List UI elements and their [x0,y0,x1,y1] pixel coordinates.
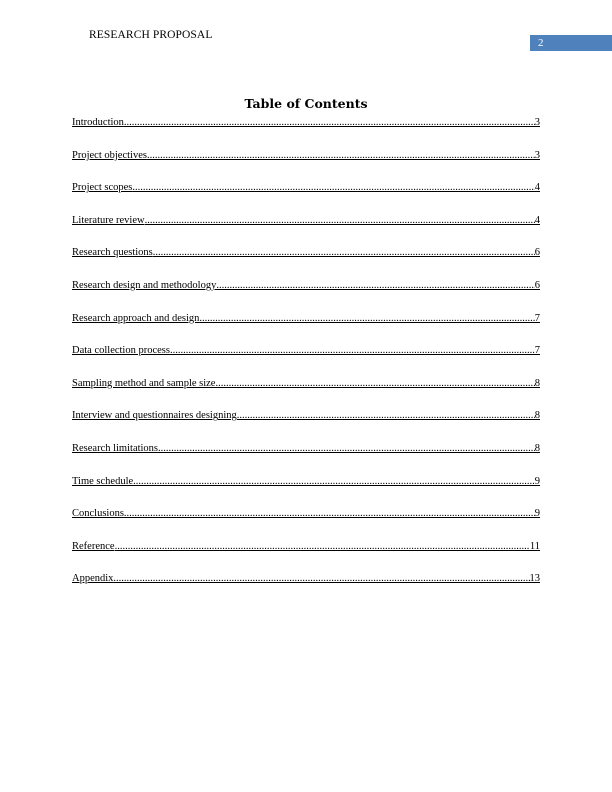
toc-entry-page-number[interactable]: 8 [534,442,540,454]
toc-dot-leader [115,540,530,554]
toc-entry-label[interactable]: Appendix [72,573,114,585]
toc-entry-label[interactable]: Time schedule [72,475,134,487]
toc-entry[interactable] [72,344,540,377]
toc-dot-leader [132,181,534,195]
toc-entry[interactable] [72,540,540,573]
toc-entry-page-number[interactable]: 4 [534,214,540,226]
toc-entry-page-number[interactable]: 8 [534,377,540,389]
page-number-badge: 2 [530,35,612,51]
toc-entry[interactable] [72,116,540,149]
toc-entry-label[interactable]: Data collection process [72,345,170,357]
toc-entry-page-number[interactable]: 7 [534,312,540,324]
toc-entry-label[interactable]: Reference [72,540,115,552]
toc-dot-leader [147,149,535,163]
toc-entry-page-number[interactable]: 8 [534,410,540,422]
toc-entry[interactable] [72,377,540,410]
toc-entry-label[interactable]: Research design and methodology [72,279,217,291]
toc-entry[interactable] [72,312,540,345]
toc-entry[interactable] [72,149,540,182]
toc-entry[interactable] [72,409,540,442]
toc-dot-leader [215,377,534,391]
toc-entry[interactable] [72,181,540,214]
toc-entry-label[interactable]: Interview and questionnaires designing [72,410,237,422]
toc-entry-label[interactable]: Introduction [72,117,124,128]
toc-dot-leader [237,409,535,423]
toc-entry-label[interactable]: Research questions [72,247,153,259]
toc-dot-leader [216,279,534,293]
toc-entry-label[interactable]: Project objectives [72,149,147,161]
toc-dot-leader [145,214,535,228]
toc-entry-label[interactable]: Sampling method and sample size [72,377,216,389]
toc-entry-label[interactable]: Project scopes [72,182,133,194]
toc-dot-leader [199,312,534,326]
toc-entry-page-number[interactable]: 9 [534,508,540,520]
toc-entry-page-number[interactable]: 13 [529,573,540,585]
toc-entry[interactable] [72,442,540,475]
toc-entry[interactable] [72,214,540,247]
toc-entry-page-number[interactable]: 9 [534,475,540,487]
toc-entry-page-number[interactable]: 3 [534,149,540,161]
toc-dot-leader [153,246,535,260]
toc-entry[interactable] [72,475,540,508]
toc-entry-page-number[interactable]: 6 [534,279,540,291]
toc-dot-leader [158,442,535,456]
toc-entry-label[interactable]: Literature review [72,214,145,226]
toc-entry-label[interactable]: Conclusions [72,508,124,520]
toc-dot-leader [170,344,535,358]
toc-entry-page-number[interactable]: 3 [534,117,540,128]
toc-dot-leader [124,507,535,521]
running-header-title: RESEARCH PROPOSAL [89,29,213,41]
toc-dot-leader [124,116,535,130]
toc-entry-page-number[interactable]: 7 [534,345,540,357]
toc-entry[interactable] [72,572,540,605]
toc-entry-page-number[interactable]: 4 [534,182,540,194]
table-of-contents [72,116,540,605]
toc-entry-page-number[interactable]: 6 [534,247,540,259]
toc-entry[interactable] [72,279,540,312]
toc-entry-page-number[interactable]: 11 [529,540,540,552]
toc-dot-leader [113,572,529,586]
toc-entry[interactable] [72,507,540,540]
toc-entry-label[interactable]: Research approach and design [72,312,200,324]
toc-heading: Table of Contents [244,96,368,111]
toc-dot-leader [133,475,535,489]
toc-entry[interactable] [72,246,540,279]
toc-entry-label[interactable]: Research limitations [72,442,159,454]
